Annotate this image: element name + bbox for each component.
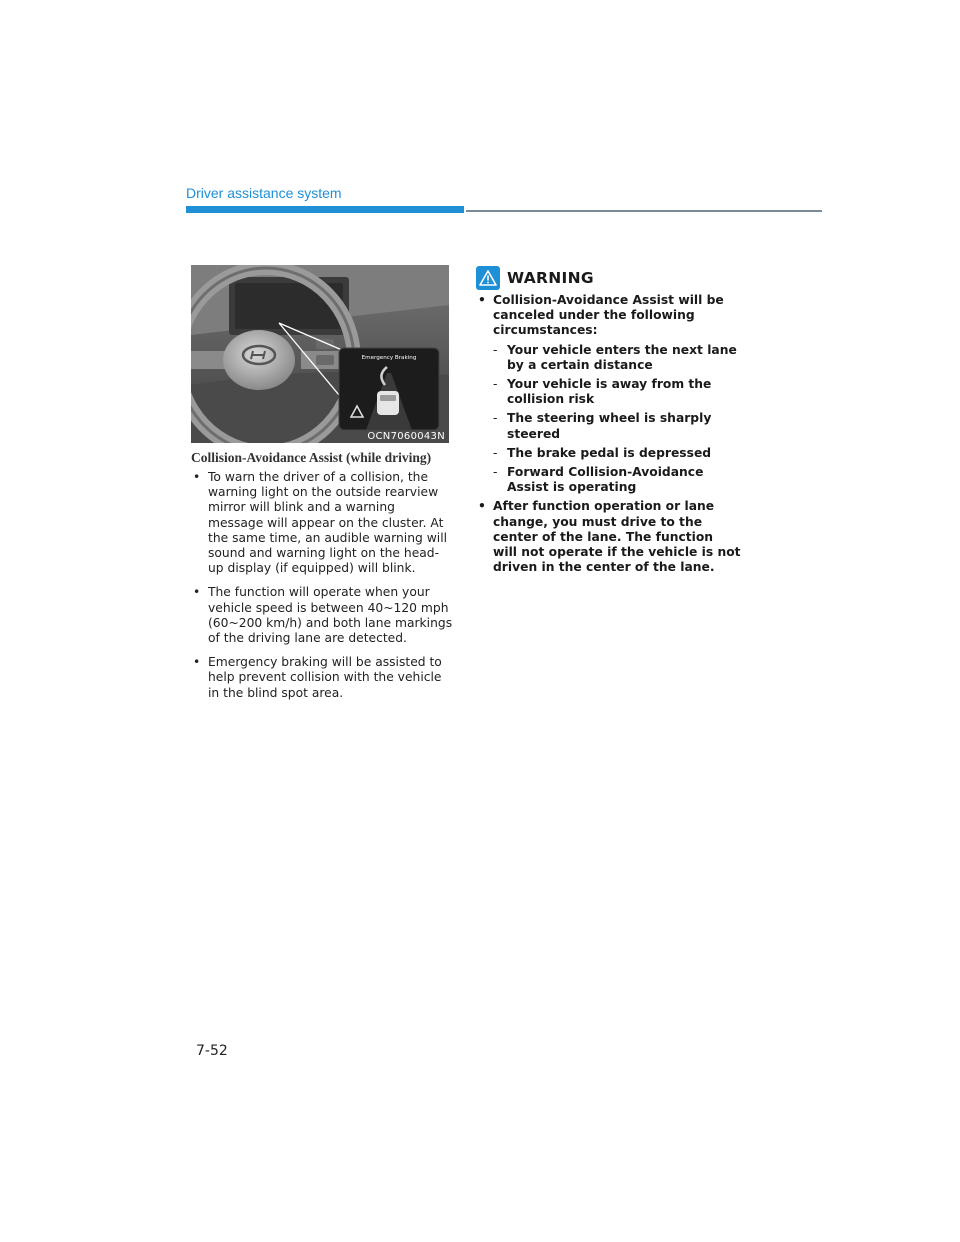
- warning-triangle-icon: [476, 266, 500, 290]
- sub-list-item: [493, 377, 741, 407]
- bullet: •: [193, 470, 201, 484]
- list-item: [191, 470, 453, 576]
- sub-list-item: [493, 465, 741, 495]
- sub-list: [493, 343, 741, 496]
- bullet: •: [478, 293, 486, 307]
- sub-list-item: [493, 411, 741, 441]
- warning-title: WARNING: [507, 269, 594, 287]
- dashboard-figure: [191, 265, 449, 443]
- dash: -: [493, 411, 498, 426]
- sub-list-item: [493, 446, 741, 461]
- dash: -: [493, 445, 498, 460]
- figure-caption: Collision-Avoidance Assist (while driving): [191, 450, 432, 465]
- sub-item-text: Your vehicle is away from the collision risk: [507, 377, 712, 407]
- list-item-text: Collision-Avoidance Assist will be canceled under the following circumstances:: [493, 293, 724, 338]
- dash: -: [493, 465, 498, 480]
- left-bullet-list: [191, 470, 453, 710]
- bullet: •: [478, 499, 486, 514]
- list-item: [191, 655, 453, 701]
- list-item: [476, 293, 741, 495]
- sub-item-text: Forward Collision-Avoidance Assist is operating: [507, 465, 704, 495]
- bullet: •: [193, 655, 201, 670]
- header-accent-bar: [186, 206, 464, 213]
- list-item-text: To warn the driver of a collision, the warning light on the outside rearview mirror will blink and a warning message will appear on the cluster. At the same time, an audible warning will sound and warning light on the head-up display (if equipped) will blink.: [208, 470, 448, 576]
- header-rule: [466, 210, 822, 212]
- sub-list-item: [493, 343, 741, 373]
- dash: -: [493, 377, 498, 392]
- page-number: 7-52: [196, 1043, 228, 1059]
- screen-label: Emergency Braking: [361, 355, 417, 361]
- warning-list: [476, 293, 741, 579]
- dash: -: [493, 342, 498, 357]
- section-title: Driver assistance system: [186, 185, 342, 201]
- sub-item-text: Your vehicle enters the next lane by a certain distance: [507, 342, 737, 372]
- list-item-text: Emergency braking will be assisted to help prevent collision with the vehicle in the blind spot area.: [208, 655, 442, 700]
- list-item-text: The function will operate when your vehicle speed is between 40~120 mph (60~200 km/h) and both lane markings of the driving lane are detected.: [208, 585, 453, 646]
- warning-heading: [476, 266, 594, 290]
- sub-item-text: The brake pedal is depressed: [507, 445, 712, 460]
- sub-item-text: The steering wheel is sharply steered: [507, 411, 712, 441]
- list-item-text: After function operation or lane change, you must drive to the center of the lane. The function will not operate if the vehicle is not driven in the center of the lane.: [493, 499, 741, 575]
- dashboard-illustration: [191, 265, 449, 443]
- list-item: [191, 585, 453, 646]
- bullet: •: [193, 585, 201, 600]
- list-item: [476, 499, 741, 575]
- figure-code: OCN7060043N: [367, 431, 445, 442]
